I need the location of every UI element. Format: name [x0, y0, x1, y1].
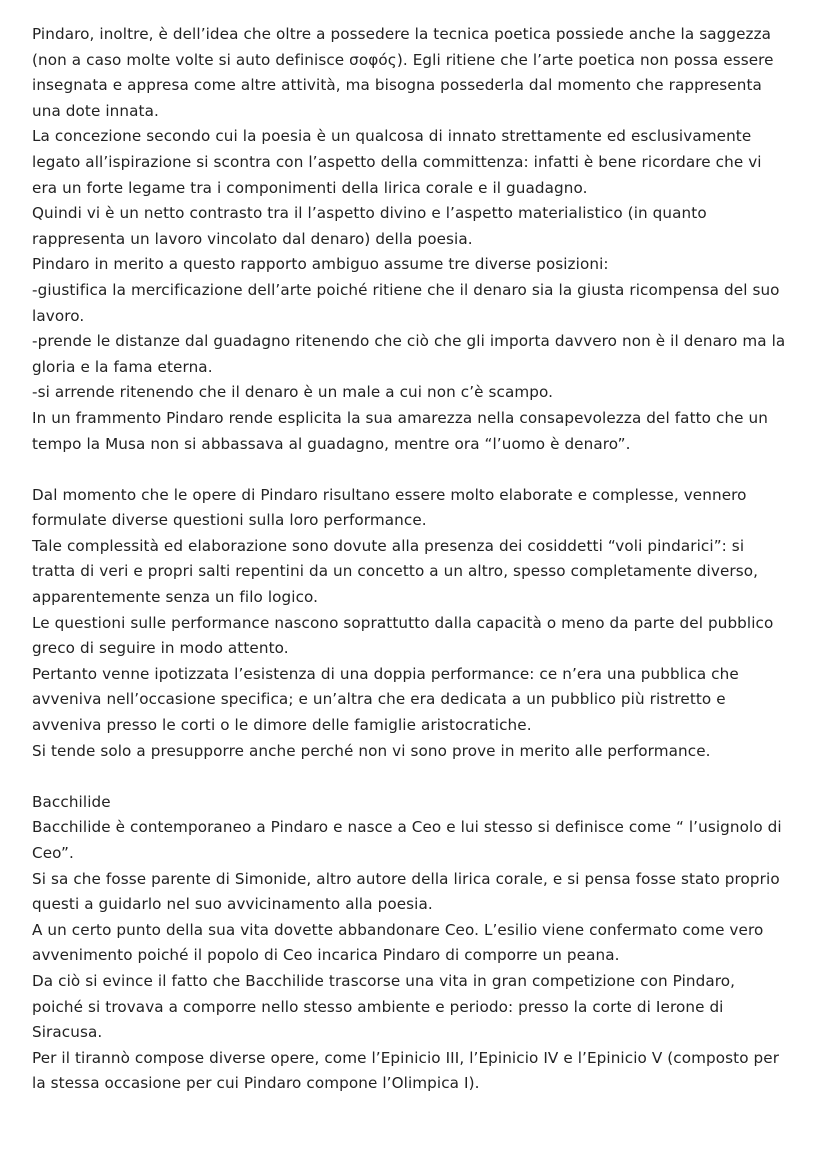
text-line: Si tende solo a presupporre anche perché non vi sono prove in merito alle performance.: [32, 741, 711, 760]
text-line: Bacchilide è contemporaneo a Pindaro e nasce a Ceo e lui stesso si definisce come “ l’usignolo di: [32, 818, 782, 837]
paragraph-spacer: [32, 764, 808, 790]
text-line: avvenimento poiché il popolo di Ceo incarica Pindaro di comporre un peana.: [32, 946, 620, 965]
text-line: legato all’ispirazione si scontra con l’aspetto della committenza: infatti è bene ricordare che vi: [32, 152, 762, 171]
list-item: -si arrende ritenendo che il denaro è un male a cui non c’è scampo.: [32, 383, 554, 402]
text-line: tempo la Musa non si abbassava al guadagno, mentre ora “l’uomo è denaro”.: [32, 434, 631, 453]
text-line: poiché si trovava a comporre nello stesso ambiente e periodo: presso la corte di Ierone di: [32, 997, 724, 1016]
text-line: Tale complessità ed elaborazione sono dovute alla presenza dei cosiddetti “voli pindarici”: si: [32, 536, 745, 555]
text-line: avveniva presso le corti o le dimore delle famiglie aristocratiche.: [32, 716, 532, 735]
text-line: In un frammento Pindaro rende esplicita la sua amarezza nella consapevolezza del fatto che un: [32, 408, 768, 427]
text-line: una dote innata.: [32, 101, 159, 120]
text-line: era un forte legame tra i componimenti della lirica corale e il guadagno.: [32, 178, 588, 197]
text-line: Pertanto venne ipotizzata l’esistenza di una doppia performance: ce n’era una pubblica che: [32, 664, 739, 683]
text-line: questi a guidarlo nel suo avvicinamento alla poesia.: [32, 895, 433, 914]
text-line: Da ciò si evince il fatto che Bacchilide trascorse una vita in gran competizione con Pindaro,: [32, 971, 736, 990]
text-line: La concezione secondo cui la poesia è un qualcosa di innato strettamente ed esclusivamente: [32, 127, 752, 146]
paragraph-spacer: [32, 457, 808, 483]
text-line: Ceo”.: [32, 844, 74, 862]
document-body: [32, 22, 808, 1097]
text-line: formulate diverse questioni sulla loro performance.: [32, 511, 427, 530]
text-line: Pindaro, inoltre, è dell’idea che oltre a possedere la tecnica poetica possiede anche la saggezza: [32, 25, 772, 43]
list-item: -giustifica la mercificazione dell’arte poiché ritiene che il denaro sia la giusta ricompensa del suo: [32, 280, 780, 299]
text-line: la stessa occasione per cui Pindaro compone l’Olimpica I).: [32, 1074, 480, 1093]
list-item: -prende le distanze dal guadagno ritenendo che ciò che gli importa davvero non è il denaro ma la: [32, 332, 786, 351]
text-line: Per il tirannò compose diverse opere, come l’Epinicio III, l’Epinicio IV e l’Epinicio V (composto per: [32, 1048, 780, 1067]
text-line: (non a caso molte volte si auto definisce σοφός). Egli ritiene che l’arte poetica non possa essere: [32, 50, 774, 69]
text-line: Pindaro in merito a questo rapporto ambiguo assume tre diverse posizioni:: [32, 255, 609, 274]
section-heading: Bacchilide: [32, 792, 111, 811]
list-item: lavoro.: [32, 306, 85, 325]
text-line: tratta di veri e propri salti repentini da un concetto a un altro, spesso completamente diverso,: [32, 562, 759, 581]
text-line: greco di seguire in modo attento.: [32, 639, 289, 658]
text-line: Le questioni sulle performance nascono soprattutto dalla capacità o meno da parte del pubblico: [32, 613, 774, 632]
text-line: apparentemente senza un filo logico.: [32, 588, 319, 607]
list-item: gloria e la fama eterna.: [32, 357, 213, 376]
text-line: Quindi vi è un netto contrasto tra il l’aspetto divino e l’aspetto materialistico (in quanto: [32, 204, 707, 223]
text-line: Si sa che fosse parente di Simonide, altro autore della lirica corale, e si pensa fosse stato proprio: [32, 869, 780, 888]
text-line: A un certo punto della sua vita dovette abbandonare Ceo. L’esilio viene confermato come vero: [32, 920, 764, 939]
text-line: Siracusa.: [32, 1023, 103, 1042]
text-line: rappresenta un lavoro vincolato dal denaro) della poesia.: [32, 229, 473, 248]
text-line: insegnata e appresa come altre attività, ma bisogna possederla dal momento che rappresenta: [32, 76, 762, 95]
text-line: avveniva nell’occasione specifica; e un’altra che era dedicata a un pubblico più ristretto e: [32, 690, 726, 709]
text-line: Dal momento che le opere di Pindaro risultano essere molto elaborate e complesse, vennero: [32, 485, 747, 504]
